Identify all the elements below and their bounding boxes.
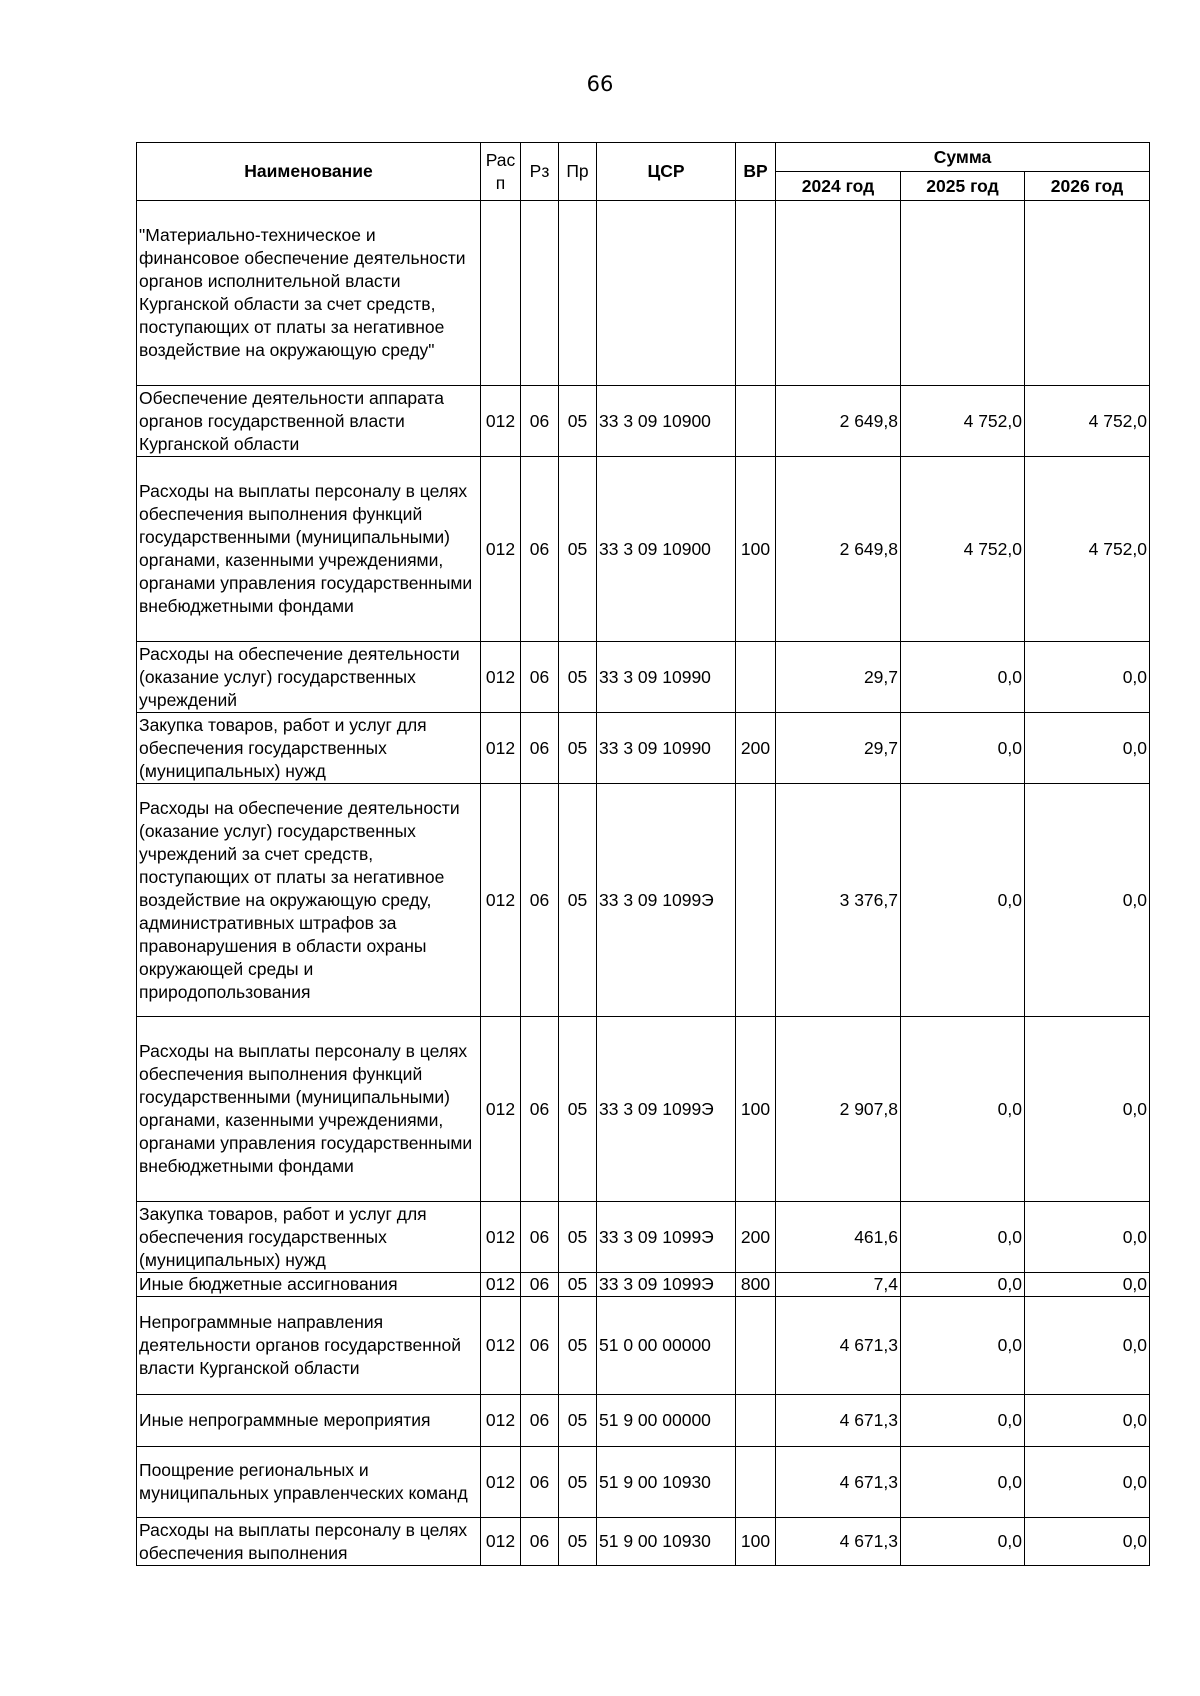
cell-pr: 05	[559, 784, 597, 1017]
cell-name: Иные непрограммные мероприятия	[137, 1395, 481, 1447]
cell-csr: 51 9 00 10930	[597, 1518, 736, 1566]
table-row	[137, 1297, 1150, 1395]
cell-vr	[736, 386, 776, 457]
cell-y2026: 4 752,0	[1025, 386, 1150, 457]
cell-rasp: 012	[481, 1447, 521, 1518]
cell-y2024: 2 649,8	[776, 457, 901, 642]
cell-rasp: 012	[481, 1395, 521, 1447]
cell-y2024: 4 671,3	[776, 1395, 901, 1447]
header-2025: 2025 год	[901, 172, 1025, 201]
cell-y2025: 0,0	[901, 1017, 1025, 1202]
cell-rasp: 012	[481, 784, 521, 1017]
page-number: 66	[586, 72, 614, 96]
cell-name: Расходы на выплаты персоналу в целях обеспечения выполнения функций государственными (муниципальными) органами, казенными учреждениями, органами управления государственными внебюджетными фондами	[137, 1017, 481, 1202]
cell-y2025: 0,0	[901, 1395, 1025, 1447]
cell-pr: 05	[559, 1297, 597, 1395]
table-row	[137, 386, 1150, 457]
table-row	[137, 1447, 1150, 1518]
cell-y2026: 0,0	[1025, 784, 1150, 1017]
table-row	[137, 1017, 1150, 1202]
header-2026: 2026 год	[1025, 172, 1150, 201]
cell-rasp: 012	[481, 1297, 521, 1395]
cell-vr	[736, 1395, 776, 1447]
cell-name: "Материально-техническое и финансовое обеспечение деятельности органов исполнительной власти Курганской области за счет средств, поступающих от платы за негативное воздействие на окружающую среду"	[137, 201, 481, 386]
cell-rasp	[481, 201, 521, 386]
cell-pr: 05	[559, 713, 597, 784]
cell-y2026: 0,0	[1025, 1518, 1150, 1566]
cell-y2025	[901, 201, 1025, 386]
cell-y2025: 0,0	[901, 1518, 1025, 1566]
cell-rz: 06	[521, 1395, 559, 1447]
cell-name: Расходы на обеспечение деятельности (оказание услуг) государственных учреждений за счет средств, поступающих от платы за негативное воздействие на окружающую среду, административных штрафов за правонарушения в области охраны окружающей среды и природопользования	[137, 784, 481, 1017]
cell-vr	[736, 784, 776, 1017]
cell-y2026: 0,0	[1025, 642, 1150, 713]
cell-rz: 06	[521, 713, 559, 784]
cell-y2025: 4 752,0	[901, 457, 1025, 642]
cell-vr	[736, 642, 776, 713]
cell-rasp: 012	[481, 713, 521, 784]
cell-rasp: 012	[481, 1273, 521, 1297]
cell-pr: 05	[559, 457, 597, 642]
cell-y2025: 0,0	[901, 1447, 1025, 1518]
cell-vr: 100	[736, 1518, 776, 1566]
cell-y2025: 0,0	[901, 1273, 1025, 1297]
cell-vr: 800	[736, 1273, 776, 1297]
header-sum: Сумма	[776, 143, 1150, 172]
cell-y2024: 29,7	[776, 642, 901, 713]
cell-y2025: 0,0	[901, 1297, 1025, 1395]
cell-csr: 33 3 09 10900	[597, 386, 736, 457]
cell-name: Расходы на обеспечение деятельности (оказание услуг) государственных учреждений	[137, 642, 481, 713]
cell-y2024: 4 671,3	[776, 1518, 901, 1566]
cell-y2026: 0,0	[1025, 1202, 1150, 1273]
cell-y2024: 7,4	[776, 1273, 901, 1297]
cell-y2024: 29,7	[776, 713, 901, 784]
cell-vr	[736, 201, 776, 386]
cell-name: Обеспечение деятельности аппарата органов государственной власти Курганской области	[137, 386, 481, 457]
cell-pr: 05	[559, 1017, 597, 1202]
cell-csr: 33 3 09 1099Э	[597, 1017, 736, 1202]
table-row	[137, 457, 1150, 642]
table-row	[137, 201, 1150, 386]
cell-csr: 33 3 09 1099Э	[597, 1202, 736, 1273]
cell-rz: 06	[521, 1273, 559, 1297]
cell-csr: 51 9 00 00000	[597, 1395, 736, 1447]
table-row	[137, 1395, 1150, 1447]
cell-y2024	[776, 201, 901, 386]
cell-name: Закупка товаров, работ и услуг для обеспечения государственных (муниципальных) нужд	[137, 1202, 481, 1273]
cell-vr: 200	[736, 1202, 776, 1273]
cell-rz: 06	[521, 642, 559, 713]
cell-y2026: 4 752,0	[1025, 457, 1150, 642]
cell-y2026: 0,0	[1025, 1447, 1150, 1518]
cell-y2026	[1025, 201, 1150, 386]
cell-rz: 06	[521, 457, 559, 642]
table-row	[137, 713, 1150, 784]
table-row	[137, 1202, 1150, 1273]
cell-csr: 33 3 09 10990	[597, 713, 736, 784]
cell-pr	[559, 201, 597, 386]
cell-y2024: 2 649,8	[776, 386, 901, 457]
cell-name: Иные бюджетные ассигнования	[137, 1273, 481, 1297]
header-rasp: Рас п	[481, 143, 521, 201]
cell-vr	[736, 1447, 776, 1518]
cell-vr: 100	[736, 457, 776, 642]
cell-name: Закупка товаров, работ и услуг для обеспечения государственных (муниципальных) нужд	[137, 713, 481, 784]
header-name: Наименование	[137, 143, 481, 201]
cell-pr: 05	[559, 1202, 597, 1273]
cell-y2024: 4 671,3	[776, 1447, 901, 1518]
cell-rz: 06	[521, 1017, 559, 1202]
cell-rz: 06	[521, 1447, 559, 1518]
table-row	[137, 1518, 1150, 1566]
cell-y2025: 0,0	[901, 1202, 1025, 1273]
cell-y2025: 0,0	[901, 642, 1025, 713]
cell-y2026: 0,0	[1025, 1297, 1150, 1395]
cell-csr	[597, 201, 736, 386]
header-rz: Рз	[521, 143, 559, 201]
cell-csr: 33 3 09 10900	[597, 457, 736, 642]
table-row	[137, 784, 1150, 1017]
cell-y2026: 0,0	[1025, 1273, 1150, 1297]
cell-pr: 05	[559, 642, 597, 713]
table-body	[137, 201, 1150, 1566]
cell-csr: 33 3 09 1099Э	[597, 1273, 736, 1297]
cell-name: Расходы на выплаты персоналу в целях обеспечения выполнения функций государственными (муниципальными) органами, казенными учреждениями, органами управления государственными внебюджетными фондами	[137, 457, 481, 642]
cell-rasp: 012	[481, 386, 521, 457]
cell-name: Расходы на выплаты персоналу в целях обеспечения выполнения	[137, 1518, 481, 1566]
cell-y2025: 4 752,0	[901, 386, 1025, 457]
cell-vr: 100	[736, 1017, 776, 1202]
cell-y2024: 2 907,8	[776, 1017, 901, 1202]
table-row	[137, 642, 1150, 713]
cell-csr: 33 3 09 10990	[597, 642, 736, 713]
cell-rasp: 012	[481, 457, 521, 642]
cell-y2026: 0,0	[1025, 713, 1150, 784]
cell-name: Поощрение региональных и муниципальных управленческих команд	[137, 1447, 481, 1518]
cell-rz: 06	[521, 1518, 559, 1566]
cell-y2026: 0,0	[1025, 1395, 1150, 1447]
cell-y2025: 0,0	[901, 784, 1025, 1017]
header-pr: Пр	[559, 143, 597, 201]
header-csr: ЦСР	[597, 143, 736, 201]
table-row	[137, 1273, 1150, 1297]
cell-rasp: 012	[481, 1518, 521, 1566]
cell-pr: 05	[559, 1518, 597, 1566]
cell-rz: 06	[521, 784, 559, 1017]
cell-vr	[736, 1297, 776, 1395]
cell-y2026: 0,0	[1025, 1017, 1150, 1202]
cell-pr: 05	[559, 1273, 597, 1297]
cell-y2025: 0,0	[901, 713, 1025, 784]
cell-rasp: 012	[481, 1017, 521, 1202]
cell-csr: 51 0 00 00000	[597, 1297, 736, 1395]
cell-vr: 200	[736, 713, 776, 784]
cell-rasp: 012	[481, 642, 521, 713]
cell-name: Непрограммные направления деятельности органов государственной власти Курганской области	[137, 1297, 481, 1395]
cell-csr: 33 3 09 1099Э	[597, 784, 736, 1017]
cell-rz: 06	[521, 1297, 559, 1395]
cell-rz	[521, 201, 559, 386]
cell-y2024: 4 671,3	[776, 1297, 901, 1395]
cell-csr: 51 9 00 10930	[597, 1447, 736, 1518]
cell-rasp: 012	[481, 1202, 521, 1273]
cell-y2024: 461,6	[776, 1202, 901, 1273]
header-2024: 2024 год	[776, 172, 901, 201]
cell-rz: 06	[521, 386, 559, 457]
cell-rz: 06	[521, 1202, 559, 1273]
header-vr: ВР	[736, 143, 776, 201]
cell-y2024: 3 376,7	[776, 784, 901, 1017]
cell-pr: 05	[559, 386, 597, 457]
cell-pr: 05	[559, 1395, 597, 1447]
cell-pr: 05	[559, 1447, 597, 1518]
budget-table	[136, 142, 1150, 1566]
